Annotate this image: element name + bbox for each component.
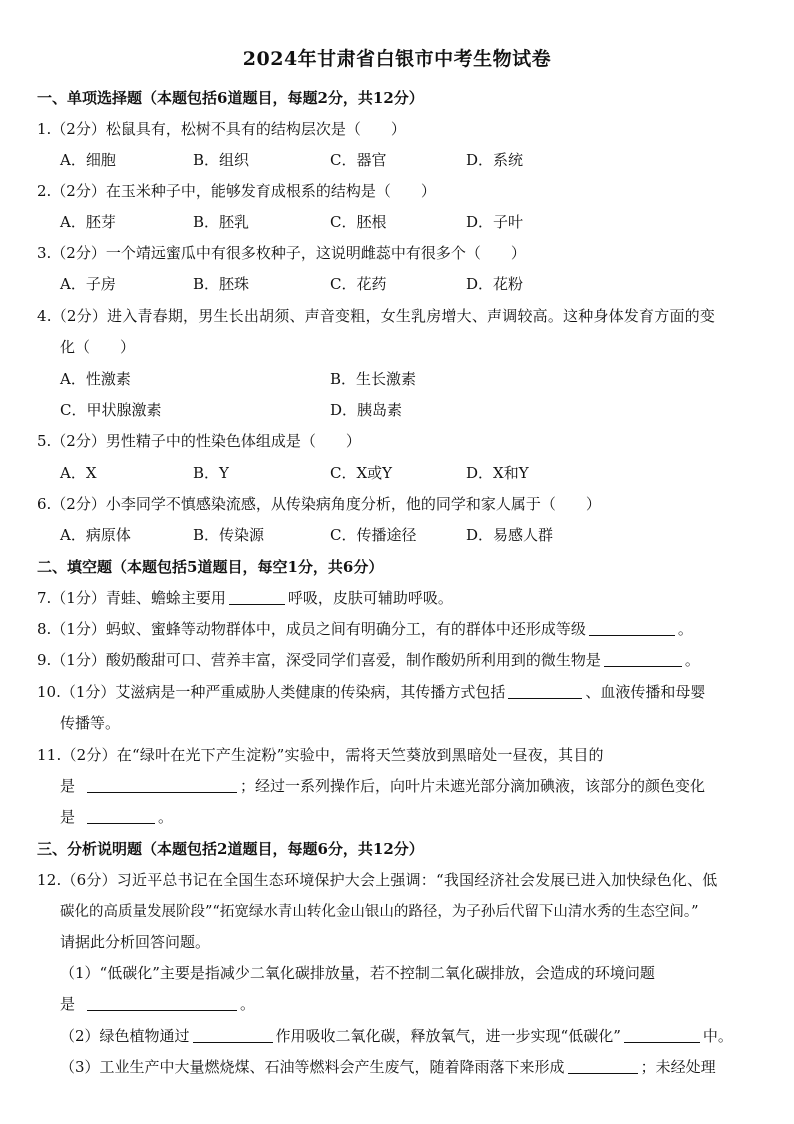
question-8-text-end: 。: [677, 620, 693, 638]
question-12-part-1: （1）“低碳化”主要是指减少二氧化碳排放量，若不控制二氧化碳排放，会造成的环境问题: [60, 964, 655, 982]
question-11-text-3b: 。: [158, 808, 174, 826]
question-9-text: 9.（1分）酸奶酸甜可口、营养丰富，深受同学们喜爱，制作酸奶所利用到的微生物是: [37, 651, 601, 669]
answer-blank[interactable]: [508, 684, 582, 699]
answer-blank[interactable]: [604, 652, 682, 667]
answer-blank[interactable]: [193, 1028, 273, 1043]
question-12-part-2-mid: 作用吸收二氧化碳，释放氧气，进一步实现“低碳化”: [275, 1027, 621, 1045]
question-12-part-2-end: 中。: [702, 1027, 733, 1045]
question-11-text-2b: ；经过一系列操作后，向叶片未遮光部分滴加碘液，该部分的颜色变化: [240, 777, 706, 795]
question-3-option-b: B．胚珠: [193, 275, 250, 293]
page-title: 2024年甘肃省白银市中考生物试卷: [242, 48, 552, 70]
question-7: [37, 587, 453, 608]
question-10: [37, 681, 705, 702]
question-2-text: 2.（2分）在玉米种子中，能够发育成根系的结构是（ ）: [37, 182, 436, 200]
question-12-text: 12.（6分）习近平总书记在全国生态环境保护大会上强调：“我国经济社会发展已进入加快绿色化、低: [37, 871, 718, 889]
question-12-part-2-text: （2）绿色植物通过: [60, 1027, 190, 1045]
answer-blank[interactable]: [87, 996, 237, 1011]
question-12-text-3: 请据此分析回答问题。: [60, 933, 211, 951]
answer-blank[interactable]: [589, 621, 675, 636]
answer-blank[interactable]: [229, 590, 285, 605]
question-3-option-c: C．花药: [330, 275, 387, 293]
question-9-text-end: 。: [684, 651, 700, 669]
question-4-option-b: B．生长激素: [330, 370, 417, 388]
question-4-option-d: D．胰岛素: [330, 401, 403, 419]
question-10-text-mid: 、血液传播和母婴: [585, 683, 706, 701]
question-10-text-cont: 传播等。: [60, 714, 121, 732]
question-5-option-a: A．X: [60, 464, 97, 482]
question-2-option-c: C．胚根: [330, 213, 387, 231]
question-11-text-2: 是: [60, 777, 76, 795]
question-12-part-3-end: ；未经处理: [640, 1058, 716, 1076]
section-heading-2: 二、填空题（本题包括5道题目，每空1分，共6分）: [37, 558, 384, 576]
question-6-option-b: B．传染源: [193, 526, 265, 544]
question-7-text-end: 呼吸，皮肤可辅助呼吸。: [287, 589, 453, 607]
question-8: [37, 618, 693, 639]
question-6-text: 6.（2分）小李同学不慎感染流感，从传染病角度分析，他的同学和家人属于（ ）: [37, 495, 601, 513]
question-12-part-1-text: 是: [60, 995, 76, 1013]
question-2-option-a: A．胚芽: [60, 213, 116, 231]
question-2-option-b: B．胚乳: [193, 213, 250, 231]
question-4-text-cont: 化（ ）: [60, 338, 136, 356]
question-11-line-3: [60, 806, 173, 827]
question-12-part-1-end: 。: [240, 995, 256, 1013]
question-6-option-a: A．病原体: [60, 526, 131, 544]
answer-blank[interactable]: [624, 1028, 700, 1043]
question-5-option-d: D．X和Y: [466, 464, 529, 482]
question-4-text: 4.（2分）进入青春期，男生长出胡须、声音变粗，女生乳房增大、声调较高。这种身体发育方面的变: [37, 307, 716, 325]
answer-blank[interactable]: [87, 809, 155, 824]
question-10-text: 10.（1分）艾滋病是一种严重威胁人类健康的传染病，其传播方式包括: [37, 683, 506, 701]
question-7-text: 7.（1分）青蛙、蟾蜍主要用: [37, 589, 226, 607]
question-1-text: 1.（2分）松鼠具有，松树不具有的结构层次是（ ）: [37, 120, 406, 138]
question-1-option-c: C．器官: [330, 151, 387, 169]
question-12-part-1-answer: [60, 993, 255, 1014]
question-8-text: 8.（1分）蚂蚁、蜜蜂等动物群体中，成员之间有明确分工，有的群体中还形成等级: [37, 620, 586, 638]
question-9: [37, 649, 700, 670]
question-12-part-3: [60, 1056, 716, 1077]
question-3-text: 3.（2分）一个靖远蜜瓜中有很多枚种子，这说明雌蕊中有很多个（ ）: [37, 244, 526, 262]
question-11-text-3: 是: [60, 808, 76, 826]
question-3-option-d: D．花粉: [466, 275, 524, 293]
question-12-text-2: 碳化的高质量发展阶段”“拓宽绿水青山转化金山银山的路径，为子孙后代留下山清水秀的生态空间。”: [60, 904, 699, 920]
question-4-option-a: A．性激素: [60, 370, 131, 388]
question-6-option-d: D．易感人群: [466, 526, 554, 544]
question-6-option-c: C．传播途径: [330, 526, 417, 544]
section-heading-1: 一、单项选择题（本题包括6道题目，每题2分，共12分）: [37, 89, 424, 107]
question-12-part-2: [60, 1025, 733, 1046]
question-1-option-d: D．系统: [466, 151, 524, 169]
question-11-line-2: [60, 775, 705, 796]
answer-blank[interactable]: [568, 1059, 638, 1074]
question-5-option-b: B．Y: [193, 464, 229, 482]
question-2-option-d: D．子叶: [466, 213, 524, 231]
question-11-text: 11.（2分）在“绿叶在光下产生淀粉”实验中，需将天竺葵放到黑暗处一昼夜，其目的: [37, 746, 604, 764]
question-5-text: 5.（2分）男性精子中的性染色体组成是（ ）: [37, 432, 361, 450]
question-1-option-a: A．细胞: [60, 151, 116, 169]
answer-blank[interactable]: [87, 778, 237, 793]
question-4-option-c: C．甲状腺激素: [60, 401, 162, 419]
section-heading-3: 三、分析说明题（本题包括2道题目，每题6分，共12分）: [37, 840, 424, 858]
question-3-option-a: A．子房: [60, 275, 116, 293]
question-1-option-b: B．组织: [193, 151, 250, 169]
question-5-option-c: C．X或Y: [330, 464, 393, 482]
question-12-part-3-text: （3）工业生产中大量燃烧煤、石油等燃料会产生废气，随着降雨落下来形成: [60, 1058, 565, 1076]
